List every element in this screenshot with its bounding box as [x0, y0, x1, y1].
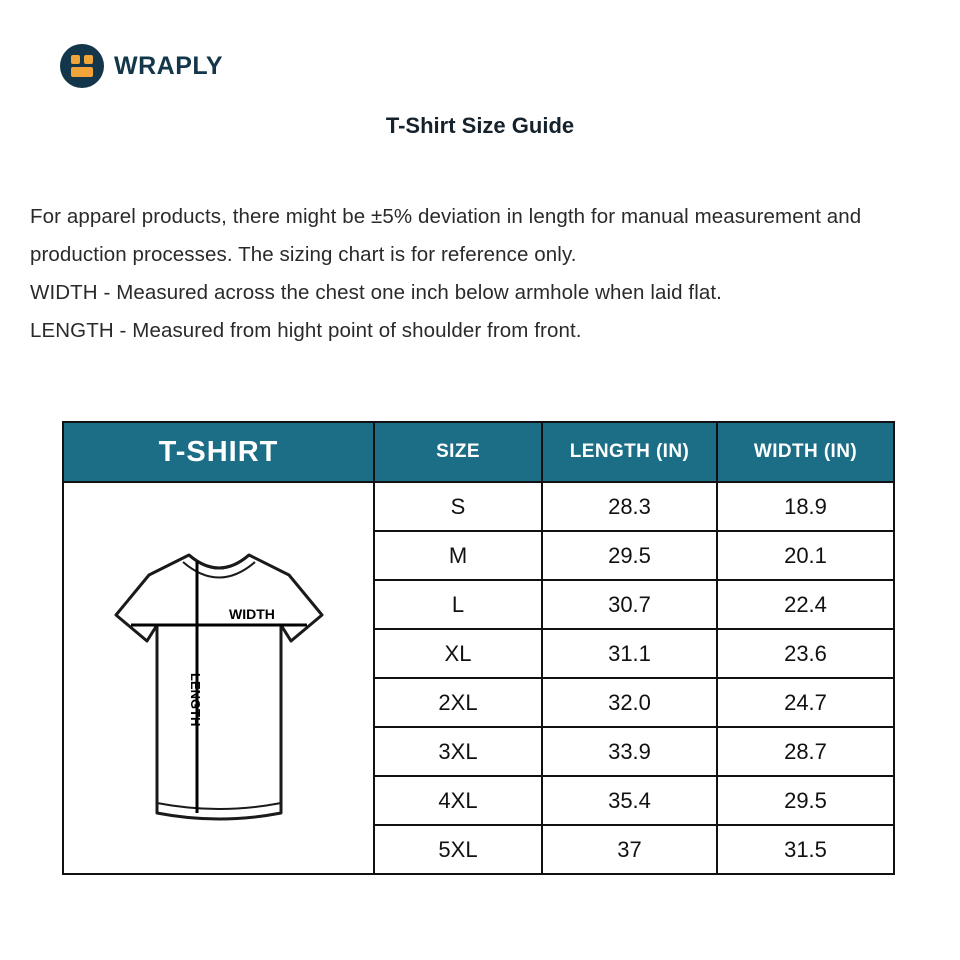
- cell-size: 5XL: [374, 825, 542, 874]
- cell-width: 23.6: [717, 629, 894, 678]
- cell-length: 29.5: [542, 531, 717, 580]
- description-block: [30, 198, 920, 350]
- cell-width: 22.4: [717, 580, 894, 629]
- cell-width: 31.5: [717, 825, 894, 874]
- cell-width: 28.7: [717, 727, 894, 776]
- description-line-2: WIDTH - Measured across the chest one inch below armhole when laid flat.: [30, 281, 722, 304]
- cell-length: 37: [542, 825, 717, 874]
- cell-width: 18.9: [717, 482, 894, 531]
- column-header-size: SIZE: [374, 422, 542, 482]
- cell-length: 33.9: [542, 727, 717, 776]
- boxes-logo-icon: [60, 44, 104, 88]
- cell-length: 32.0: [542, 678, 717, 727]
- cell-length: 31.1: [542, 629, 717, 678]
- size-chart-table: [62, 421, 895, 875]
- column-header-width: WIDTH (IN): [717, 422, 894, 482]
- cell-size: L: [374, 580, 542, 629]
- table-row: [63, 482, 894, 531]
- cell-width: 24.7: [717, 678, 894, 727]
- cell-size: S: [374, 482, 542, 531]
- table-header-row: [63, 422, 894, 482]
- cell-size: 4XL: [374, 776, 542, 825]
- page-title: T-Shirt Size Guide: [385, 113, 575, 138]
- cell-length: 30.7: [542, 580, 717, 629]
- cell-size: XL: [374, 629, 542, 678]
- svg-text:LENGTH: LENGTH: [187, 673, 203, 727]
- brand-logo: [60, 44, 223, 88]
- cell-size: 3XL: [374, 727, 542, 776]
- column-header-product: T-SHIRT: [63, 422, 374, 482]
- cell-length: 35.4: [542, 776, 717, 825]
- column-header-length: LENGTH (IN): [542, 422, 717, 482]
- description-line-3: LENGTH - Measured from hight point of shoulder from front.: [30, 319, 582, 342]
- svg-text:WIDTH: WIDTH: [228, 606, 275, 622]
- cell-width: 29.5: [717, 776, 894, 825]
- cell-width: 20.1: [717, 531, 894, 580]
- tshirt-measurement-diagram-icon: [63, 482, 374, 874]
- brand-name: WRAPLY: [114, 51, 224, 80]
- cell-size: 2XL: [374, 678, 542, 727]
- cell-length: 28.3: [542, 482, 717, 531]
- description-line-1: For apparel products, there might be ±5% deviation in length for manual measurement and production processes. The sizing chart is for reference only.: [30, 205, 862, 266]
- cell-size: M: [374, 531, 542, 580]
